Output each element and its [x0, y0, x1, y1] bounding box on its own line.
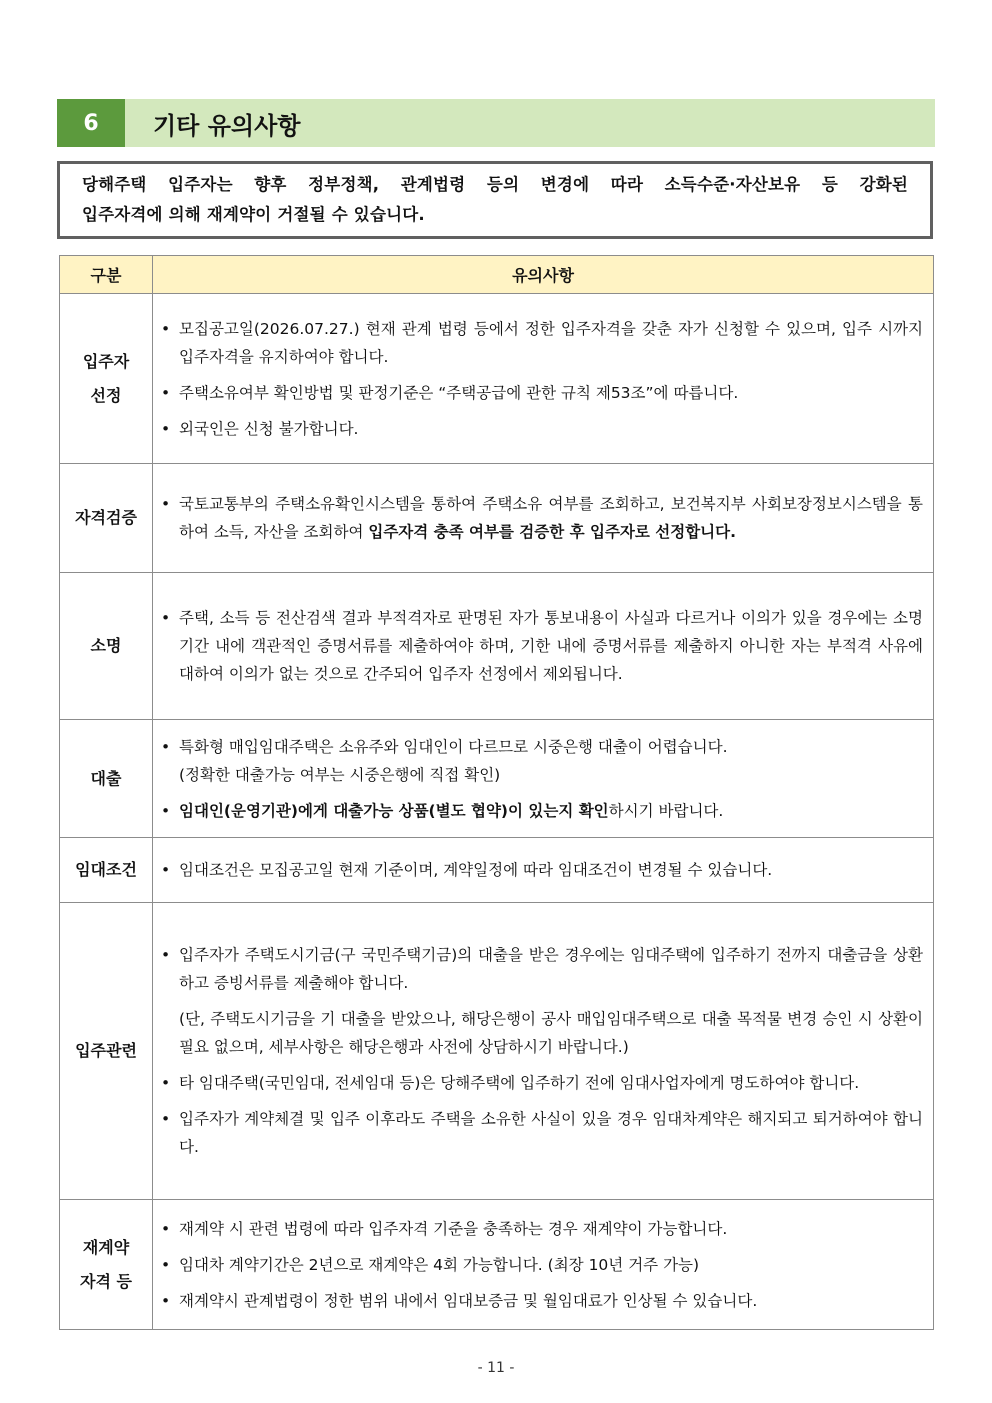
list-item: • 특화형 매입임대주택은 소유주와 임대인이 다르므로 시중은행 대출이 어렵습니다.	[161, 733, 923, 761]
list-item: • 재계약시 관계법령이 정한 범위 내에서 임대보증금 및 월임대료가 인상될 수 있습니다.	[161, 1287, 923, 1315]
list-item: • 입주자가 계약체결 및 입주 이후라도 주택을 소유한 사실이 있을 경우 임대차계약은 해지되고 퇴거하여야 합니다.	[161, 1105, 923, 1161]
table-row	[60, 903, 934, 1200]
row-content	[153, 1200, 934, 1330]
table-row	[60, 838, 934, 903]
row-category: 입주자 선정	[60, 294, 153, 464]
list-item: • 주택소유여부 확인방법 및 판정기준은 “주택공급에 관한 규칙 제53조”에 따릅니다.	[161, 379, 923, 407]
row-category: 재계약 자격 등	[60, 1200, 153, 1330]
list-item: • 외국인은 신청 불가합니다.	[161, 415, 923, 443]
list-item: • 타 임대주택(국민임대, 전세임대 등)은 당해주택에 입주하기 전에 임대사업자에게 명도하여야 합니다.	[161, 1069, 923, 1097]
header-content: 유의사항	[153, 256, 934, 294]
list-item: • 임대차 계약기간은 2년으로 재계약은 4회 가능합니다. (최장 10년 거주 가능)	[161, 1251, 923, 1279]
list-item: • 주택, 소득 등 전산검색 결과 부적격자로 판명된 자가 통보내용이 사실과 다르거나 이의가 있을 경우에는 소명기간 내에 객관적인 증명서류를 제출하여야 하며, 기한 내에 증명서류를 제출하지 아니한 자는 부적격 사유에 대하여 이의가 없는 것으로 간주되어 입주자 선정에서 제외됩니다.	[161, 604, 923, 688]
list-item: • 모집공고일(2026.07.27.) 현재 관계 법령 등에서 정한 입주자격을 갖춘 자가 신청할 수 있으며, 입주 시까지 입주자격을 유지하여야 합니다.	[161, 315, 923, 371]
table-row	[60, 573, 934, 720]
notice-line-2: 입주자격에 의해 재계약이 거절될 수 있습니다.	[82, 205, 425, 224]
header-category: 구분	[60, 256, 153, 294]
table-row	[60, 294, 934, 464]
list-item: • 재계약 시 관련 법령에 따라 입주자격 기준을 충족하는 경우 재계약이 가능합니다.	[161, 1215, 923, 1243]
list-item: • 임대조건은 모집공고일 현재 기준이며, 계약일정에 따라 임대조건이 변경될 수 있습니다.	[161, 856, 923, 884]
list-item: • 입주자가 주택도시기금(구 국민주택기금)의 대출을 받은 경우에는 임대주택에 입주하기 전까지 대출금을 상환하고 증빙서류를 제출해야 합니다.	[161, 941, 923, 997]
list-item: • 국토교통부의 주택소유확인시스템을 통하여 주택소유 여부를 조회하고, 보건복지부 사회보장정보시스템을 통하여 소득, 자산을 조회하여 입주자격 충족 여부를 검증한 후 입주자로 선정합니다.	[161, 490, 923, 546]
row-content	[153, 720, 934, 838]
row-content	[153, 838, 934, 903]
row-category: 대출	[60, 720, 153, 838]
row-content	[153, 573, 934, 720]
row-category: 입주관련	[60, 903, 153, 1200]
list-item: • 임대인(운영기관)에게 대출가능 상품(별도 협약)이 있는지 확인하시기 바랍니다.	[161, 797, 923, 825]
row-category: 임대조건	[60, 838, 153, 903]
section-title: 기타 유의사항	[153, 111, 301, 140]
list-item-note: (단, 주택도시기금을 기 대출을 받았으나, 해당은행이 공사 매입임대주택으로 대출 목적물 변경 승인 시 상환이 필요 없으며, 세부사항은 해당은행과 사전에 상담하시기 바랍니다.)	[179, 1010, 923, 1056]
list-item-note: (정확한 대출가능 여부는 시중은행에 직접 확인)	[179, 765, 501, 784]
row-category: 소명	[60, 573, 153, 720]
notice-line-1: 당해주택 입주자는 향후 정부정책, 관계법령 등의 변경에 따라 소득수준·자산보유 등 강화된	[82, 175, 908, 194]
table-row	[60, 464, 934, 573]
row-content	[153, 464, 934, 573]
page-number: - 11 -	[477, 1360, 515, 1376]
section-header	[57, 99, 935, 147]
notes-table	[59, 255, 934, 1330]
section-number: 6	[57, 99, 125, 147]
table-header-row	[60, 256, 934, 294]
table-row	[60, 1200, 934, 1330]
notice-box	[57, 161, 933, 239]
table-row	[60, 720, 934, 838]
row-category: 자격검증	[60, 464, 153, 573]
row-content	[153, 294, 934, 464]
row-content	[153, 903, 934, 1200]
